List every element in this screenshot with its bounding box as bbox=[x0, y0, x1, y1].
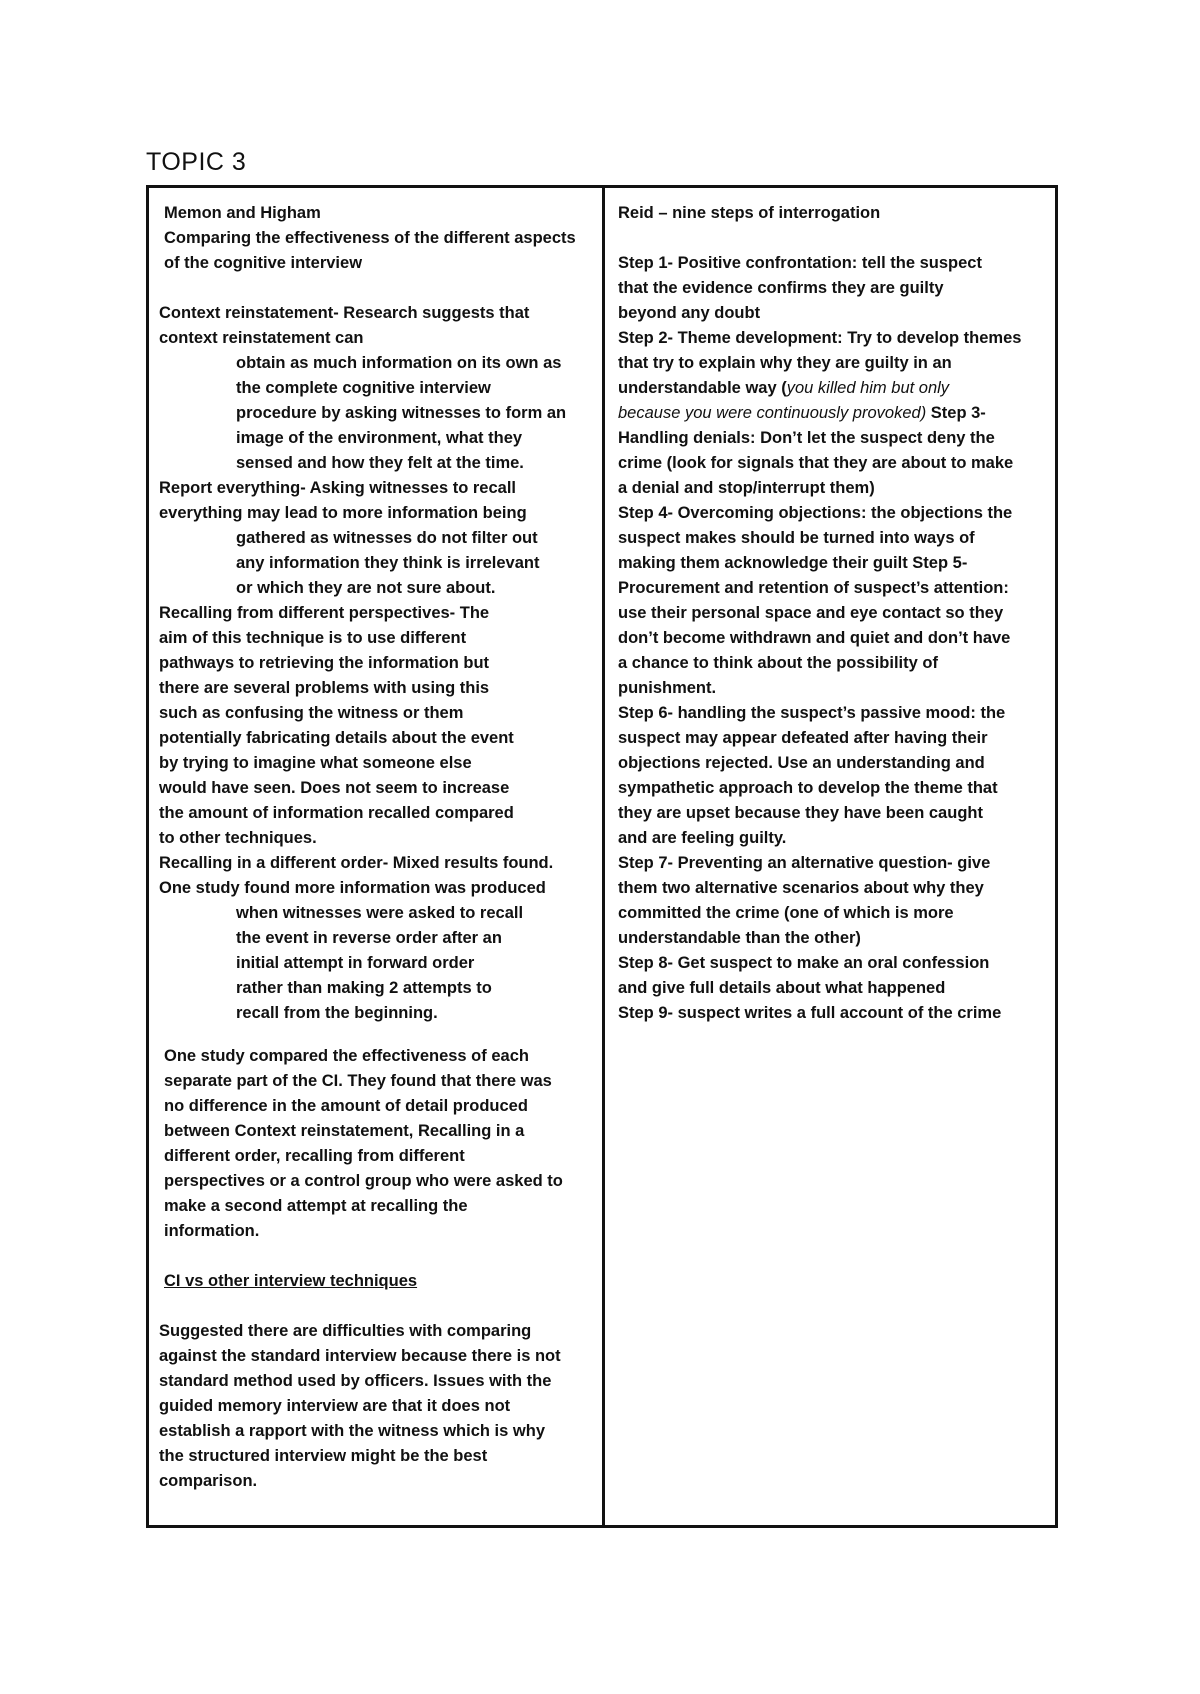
text-line: or which they are not sure about. bbox=[236, 579, 496, 597]
report-lead bbox=[159, 476, 594, 526]
text-line: making them acknowledge their guilt Step 5- bbox=[618, 554, 968, 572]
steps-block-a bbox=[618, 251, 1049, 376]
provoked-line bbox=[618, 401, 1049, 426]
text-line: One study compared the effectiveness of each bbox=[164, 1047, 529, 1065]
text-line: suspect makes should be turned into ways of bbox=[618, 529, 975, 547]
text-line: comparison. bbox=[159, 1472, 258, 1490]
text-line: sympathetic approach to develop the theme that bbox=[618, 779, 998, 797]
reid-heading: Reid – nine steps of interrogation bbox=[618, 204, 881, 222]
text-line: initial attempt in forward order bbox=[236, 954, 475, 972]
text-line: that try to explain why they are guilty in an bbox=[618, 354, 952, 372]
text-line: potentially fabricating details about the event bbox=[159, 729, 514, 747]
text-line: context reinstatement can bbox=[159, 329, 364, 347]
text-line: against the standard interview because there is not bbox=[159, 1347, 561, 1365]
text-line: rather than making 2 attempts to bbox=[236, 979, 492, 997]
order-lead bbox=[159, 851, 594, 901]
text-line: the event in reverse order after an bbox=[236, 929, 502, 947]
text-line: a chance to think about the possibility of bbox=[618, 654, 938, 672]
text-line: standard method used by officers. Issues with the bbox=[159, 1372, 552, 1390]
text-line: Recalling from different perspectives- The bbox=[159, 604, 490, 622]
text-line: would have seen. Does not seem to increase bbox=[159, 779, 510, 797]
text-line: the amount of information recalled compared bbox=[159, 804, 514, 822]
text-line: guided memory interview are that it does not bbox=[159, 1397, 511, 1415]
text-line: a denial and stop/interrupt them) bbox=[618, 479, 875, 497]
order-detail bbox=[159, 901, 594, 1026]
two-column-table bbox=[146, 185, 1058, 1528]
text-line: Step 4- Overcoming objections: the objections the bbox=[618, 504, 1013, 522]
text-line: obtain as much information on its own as bbox=[236, 354, 562, 372]
text-line: make a second attempt at recalling the bbox=[164, 1197, 468, 1215]
text-line: everything may lead to more information being bbox=[159, 504, 527, 522]
text-line: sensed and how they felt at the time. bbox=[236, 454, 524, 472]
text-line: such as confusing the witness or them bbox=[159, 704, 464, 722]
text-line: use their personal space and eye contact so they bbox=[618, 604, 1004, 622]
text-line: recall from the beginning. bbox=[236, 1004, 438, 1022]
text-line: Handling denials: Don’t let the suspect deny the bbox=[618, 429, 995, 447]
text-line: gathered as witnesses do not filter out bbox=[236, 529, 538, 547]
context-lead bbox=[159, 301, 594, 351]
right-column bbox=[605, 188, 1055, 1525]
text-line: perspectives or a control group who were asked to bbox=[164, 1172, 563, 1190]
text-line: Step 6- handling the suspect’s passive mood: the bbox=[618, 704, 1006, 722]
text-line: separate part of the CI. They found that there was bbox=[164, 1072, 552, 1090]
text-line: establish a rapport with the witness which is why bbox=[159, 1422, 545, 1440]
text-line: Step 8- Get suspect to make an oral confession bbox=[618, 954, 990, 972]
text-line: when witnesses were asked to recall bbox=[236, 904, 524, 922]
text-line: procedure by asking witnesses to form an bbox=[236, 404, 567, 422]
steps-block-b bbox=[618, 426, 1049, 1026]
step3-start: Step 3- bbox=[926, 404, 986, 422]
report-detail bbox=[159, 526, 594, 601]
text-line: Context reinstatement- Research suggests that bbox=[159, 304, 530, 322]
text-line: different order, recalling from different bbox=[164, 1147, 465, 1165]
text-line: image of the environment, what they bbox=[236, 429, 523, 447]
understandable-prefix: understandable way ( bbox=[618, 379, 787, 397]
text-line: any information they think is irrelevant bbox=[236, 554, 540, 572]
text-line: pathways to retrieving the information but bbox=[159, 654, 490, 672]
text-line: there are several problems with using this bbox=[159, 679, 490, 697]
context-detail bbox=[159, 351, 594, 476]
text-line: between Context reinstatement, Recalling in a bbox=[164, 1122, 525, 1140]
ci-heading: CI vs other interview techniques bbox=[164, 1272, 418, 1290]
italic-example-1: you killed him but only bbox=[786, 379, 950, 397]
text-line: and are feeling guilty. bbox=[618, 829, 787, 847]
study-block bbox=[159, 1044, 594, 1244]
text-line: Step 2- Theme development: Try to develop themes bbox=[618, 329, 1022, 347]
text-line: the complete cognitive interview bbox=[236, 379, 491, 397]
suggested-block bbox=[159, 1319, 594, 1494]
text-line: to other techniques. bbox=[159, 829, 317, 847]
italic-example-2: because you were continuously provoked) bbox=[618, 404, 927, 422]
text-line: the structured interview might be the best bbox=[159, 1447, 488, 1465]
text-line: aim of this technique is to use different bbox=[159, 629, 467, 647]
text-line: objections rejected. Use an understanding and bbox=[618, 754, 985, 772]
text-line: Step 7- Preventing an alternative question- give bbox=[618, 854, 991, 872]
text-line: no difference in the amount of detail produced bbox=[164, 1097, 528, 1115]
text-line: understandable than the other) bbox=[618, 929, 861, 947]
text-line: suspect may appear defeated after having their bbox=[618, 729, 988, 747]
text-line: Suggested there are difficulties with comparing bbox=[159, 1322, 532, 1340]
understandable-line bbox=[618, 376, 1049, 401]
text-line: One study found more information was produced bbox=[159, 879, 546, 897]
text-line: don’t become withdrawn and quiet and don’t have bbox=[618, 629, 1011, 647]
text-line: Report everything- Asking witnesses to recall bbox=[159, 479, 516, 497]
text-line: Procurement and retention of suspect’s attention: bbox=[618, 579, 1009, 597]
text-line: and give full details about what happened bbox=[618, 979, 946, 997]
text-line: Step 9- suspect writes a full account of the crime bbox=[618, 1004, 1002, 1022]
text-line: by trying to imagine what someone else bbox=[159, 754, 472, 772]
text-line: beyond any doubt bbox=[618, 304, 761, 322]
intro-block bbox=[159, 226, 594, 276]
text-line: punishment. bbox=[618, 679, 717, 697]
perspectives-block bbox=[159, 601, 594, 851]
text-line: them two alternative scenarios about why they bbox=[618, 879, 984, 897]
text-line: Step 1- Positive confrontation: tell the suspect bbox=[618, 254, 982, 272]
memon-heading: Memon and Higham bbox=[164, 204, 321, 222]
left-column bbox=[149, 188, 605, 1525]
text-line: they are upset because they have been caught bbox=[618, 804, 983, 822]
text-line: information. bbox=[164, 1222, 260, 1240]
text-line: committed the crime (one of which is more bbox=[618, 904, 954, 922]
text-line: Comparing the effectiveness of the different aspects bbox=[164, 229, 576, 247]
text-line: of the cognitive interview bbox=[164, 254, 363, 272]
text-line: Recalling in a different order- Mixed results found. bbox=[159, 854, 554, 872]
text-line: crime (look for signals that they are about to make bbox=[618, 454, 1014, 472]
page-title: TOPIC 3 bbox=[146, 148, 247, 176]
text-line: that the evidence confirms they are guilty bbox=[618, 279, 944, 297]
